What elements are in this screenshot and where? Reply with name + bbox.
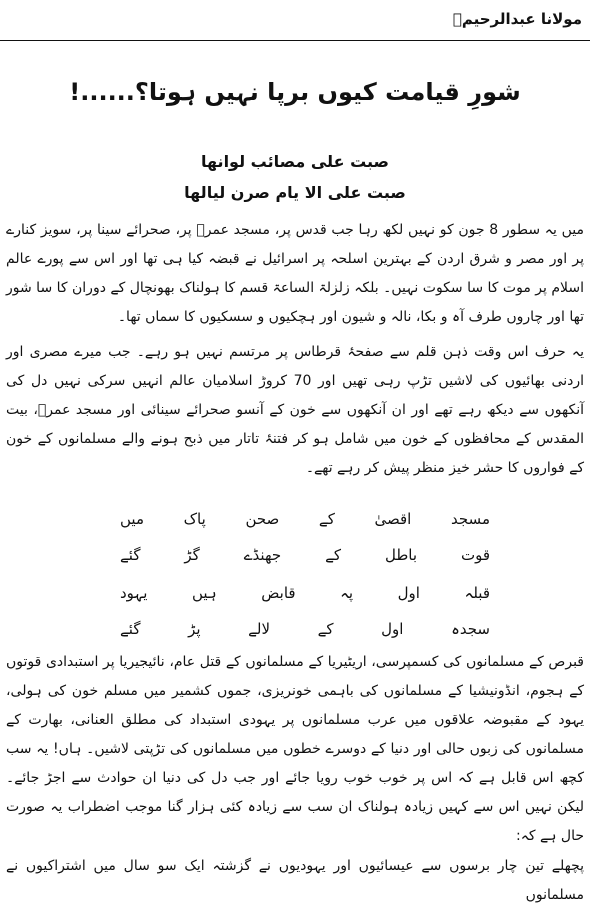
verse-word: گڑ [184,546,200,564]
verse-word: جھنڈے [243,546,282,564]
verse-word: قابض [261,584,296,602]
verse-word: مسجد [451,510,490,528]
paragraph-3: قبرص کے مسلمانوں کی کسمپرسی، اریٹیریا کے مسلمانوں کے قتل عام، نائیجیریا پر استبدادی قوتوں کے ہجوم، انڈونیشیا کے مسلمانوں کی باہمی خونریزی، جموں کشمیر میں مسلم خون کی ہولی، یہود کے مقبوضہ علاقوں میں عرب مسلمانوں پر یہودی استبداد کی مطلق العنانی، بھارت کے مسلمانوں کی زبوں حالی اور دنیا کے دوسرے خطوں میں مسلمانوں کی تڑپتی لاشیں۔ ہاں! یہ سب کچھ اس قابل ہے کہ اس پر خوب خوب رویا جائے اور جب دل کی دنیا ان حوادث سے اجڑ جائے۔ لیکن نہیں اس سے کہیں زیادہ ہولناک ان سب سے زیادہ کئی ہزار گنا موجب اضطراب یہ صورت حال ہے کہ: [6,654,584,844]
verse-block [120,510,490,638]
verse-word: پہ [340,584,354,602]
header-divider [0,40,590,41]
verse-word: میں [120,510,144,528]
verse-line [120,546,490,574]
arabic-couplet-line-2: صبت علی الا یام صرن لیالها [184,183,406,202]
paragraph-1: میں یہ سطور 8 جون کو نہیں لکھ رہا جب قدس پر، مسجد عمرؓ پر، صحرائے سینا پر، سویز کنارے پر اور مصر و شرق اردن کے بہترین اسلحہ پر اسرائیل نے قبضہ کیا ہی تھا اور اس سے پورے عالم اسلام پر موت کا سا سکوت نہیں۔ بلکہ زلزلۃ الساعۃ قسم کا ہولناک بھونچال کے دوران کا سا شور تھا اور چاروں طرف آہ و بکا، نالہ و شیون اور ہچکیوں و سسکیوں کا سماں تھا۔ [6,222,584,325]
verse-word: گئے [120,546,141,564]
verse-word: پاک [183,510,206,528]
verse-line [120,584,490,612]
verse-word: کے [317,620,334,638]
verse-word: اول [381,620,404,638]
article-title: شورِ قیامت کیوں برپا نہیں ہوتا؟......! [69,78,521,106]
verse-line [120,510,490,538]
verse-word: اقصیٰ [374,510,412,528]
verse-word: ہیں [191,584,217,602]
verse-word: قوت [460,546,490,564]
paragraph-2: یہ حرف اس وقت ذہن قلم سے صفحۂ قرطاس پر مرتسم نہیں ہو رہے۔ جب میرے مصری اور اردنی بھائیوں کی لاشیں تڑپ رہی تھیں اور 70 کروڑ اسلامیان عالم انہیں سرکی نہیں دل کی آنکھوں سے دیکھ رہے تھے اور ان آنکھوں سے خون کے آنسو صحرائے سینائی اور مسجد عمرؓ، بیت المقدس کے محافظوں کے خون میں شامل ہو کر فتنۂ تاتار میں ذبح ہونے والے مسلمانوں کے خون کے فواروں کا حشر خیز منظر پیش کر رہے تھے۔ [6,344,585,476]
verse-word: یہود [120,584,148,602]
verse-line [120,620,490,648]
verse-word: پڑ [188,620,201,638]
verse-word: کے [325,546,342,564]
author-name: مولانا عبدالرحیمؒ [452,10,582,28]
verse-word: صحن [245,510,280,528]
verse-word: گئے [120,620,141,638]
verse-word: باطل [384,546,418,564]
verse-word: سجدہ [451,620,490,638]
verse-word: قبلہ [464,584,490,602]
verse-word: کے [318,510,335,528]
paragraph-4: پچھلے تین چار برسوں سے عیسائیوں اور یہودیوں نے گزشتہ ایک سو سال میں اشتراکیوں نے مسلمانوں [6,858,584,903]
verse-word: لالے [248,620,271,638]
verse-word: اول [397,584,420,602]
arabic-couplet-line-1: صبت علی مصائب لوانها [200,152,389,171]
